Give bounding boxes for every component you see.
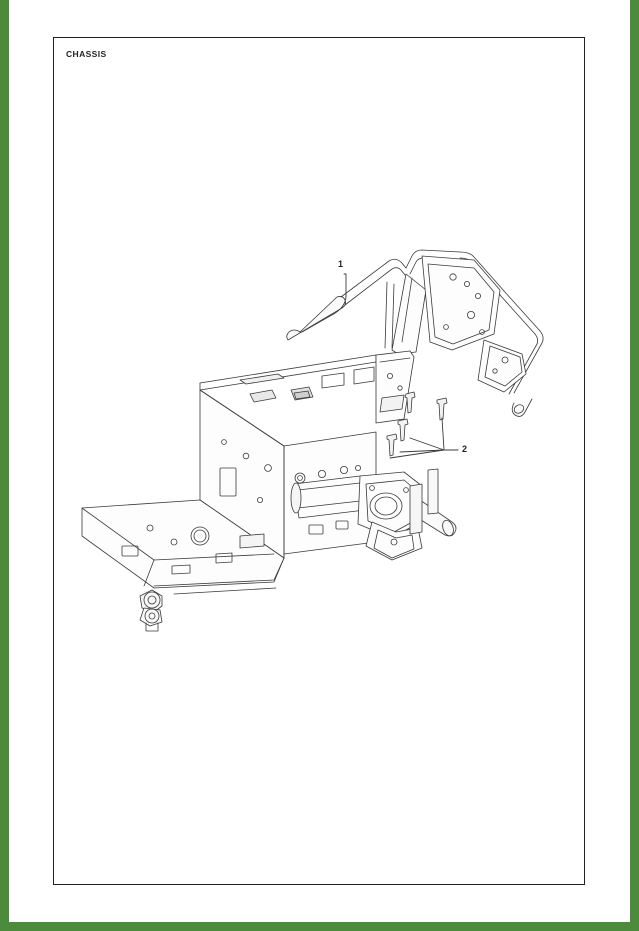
chassis-line-drawing <box>54 38 584 884</box>
page-frame <box>53 37 585 885</box>
left-accent-bar <box>0 0 9 931</box>
page-title: CHASSIS <box>66 49 107 59</box>
bottom-accent-bar <box>0 922 639 931</box>
chassis-diagram <box>54 38 584 884</box>
callout-label-2: 2 <box>462 444 468 454</box>
callout-label-1: 1 <box>338 259 344 269</box>
right-accent-bar <box>630 0 639 931</box>
